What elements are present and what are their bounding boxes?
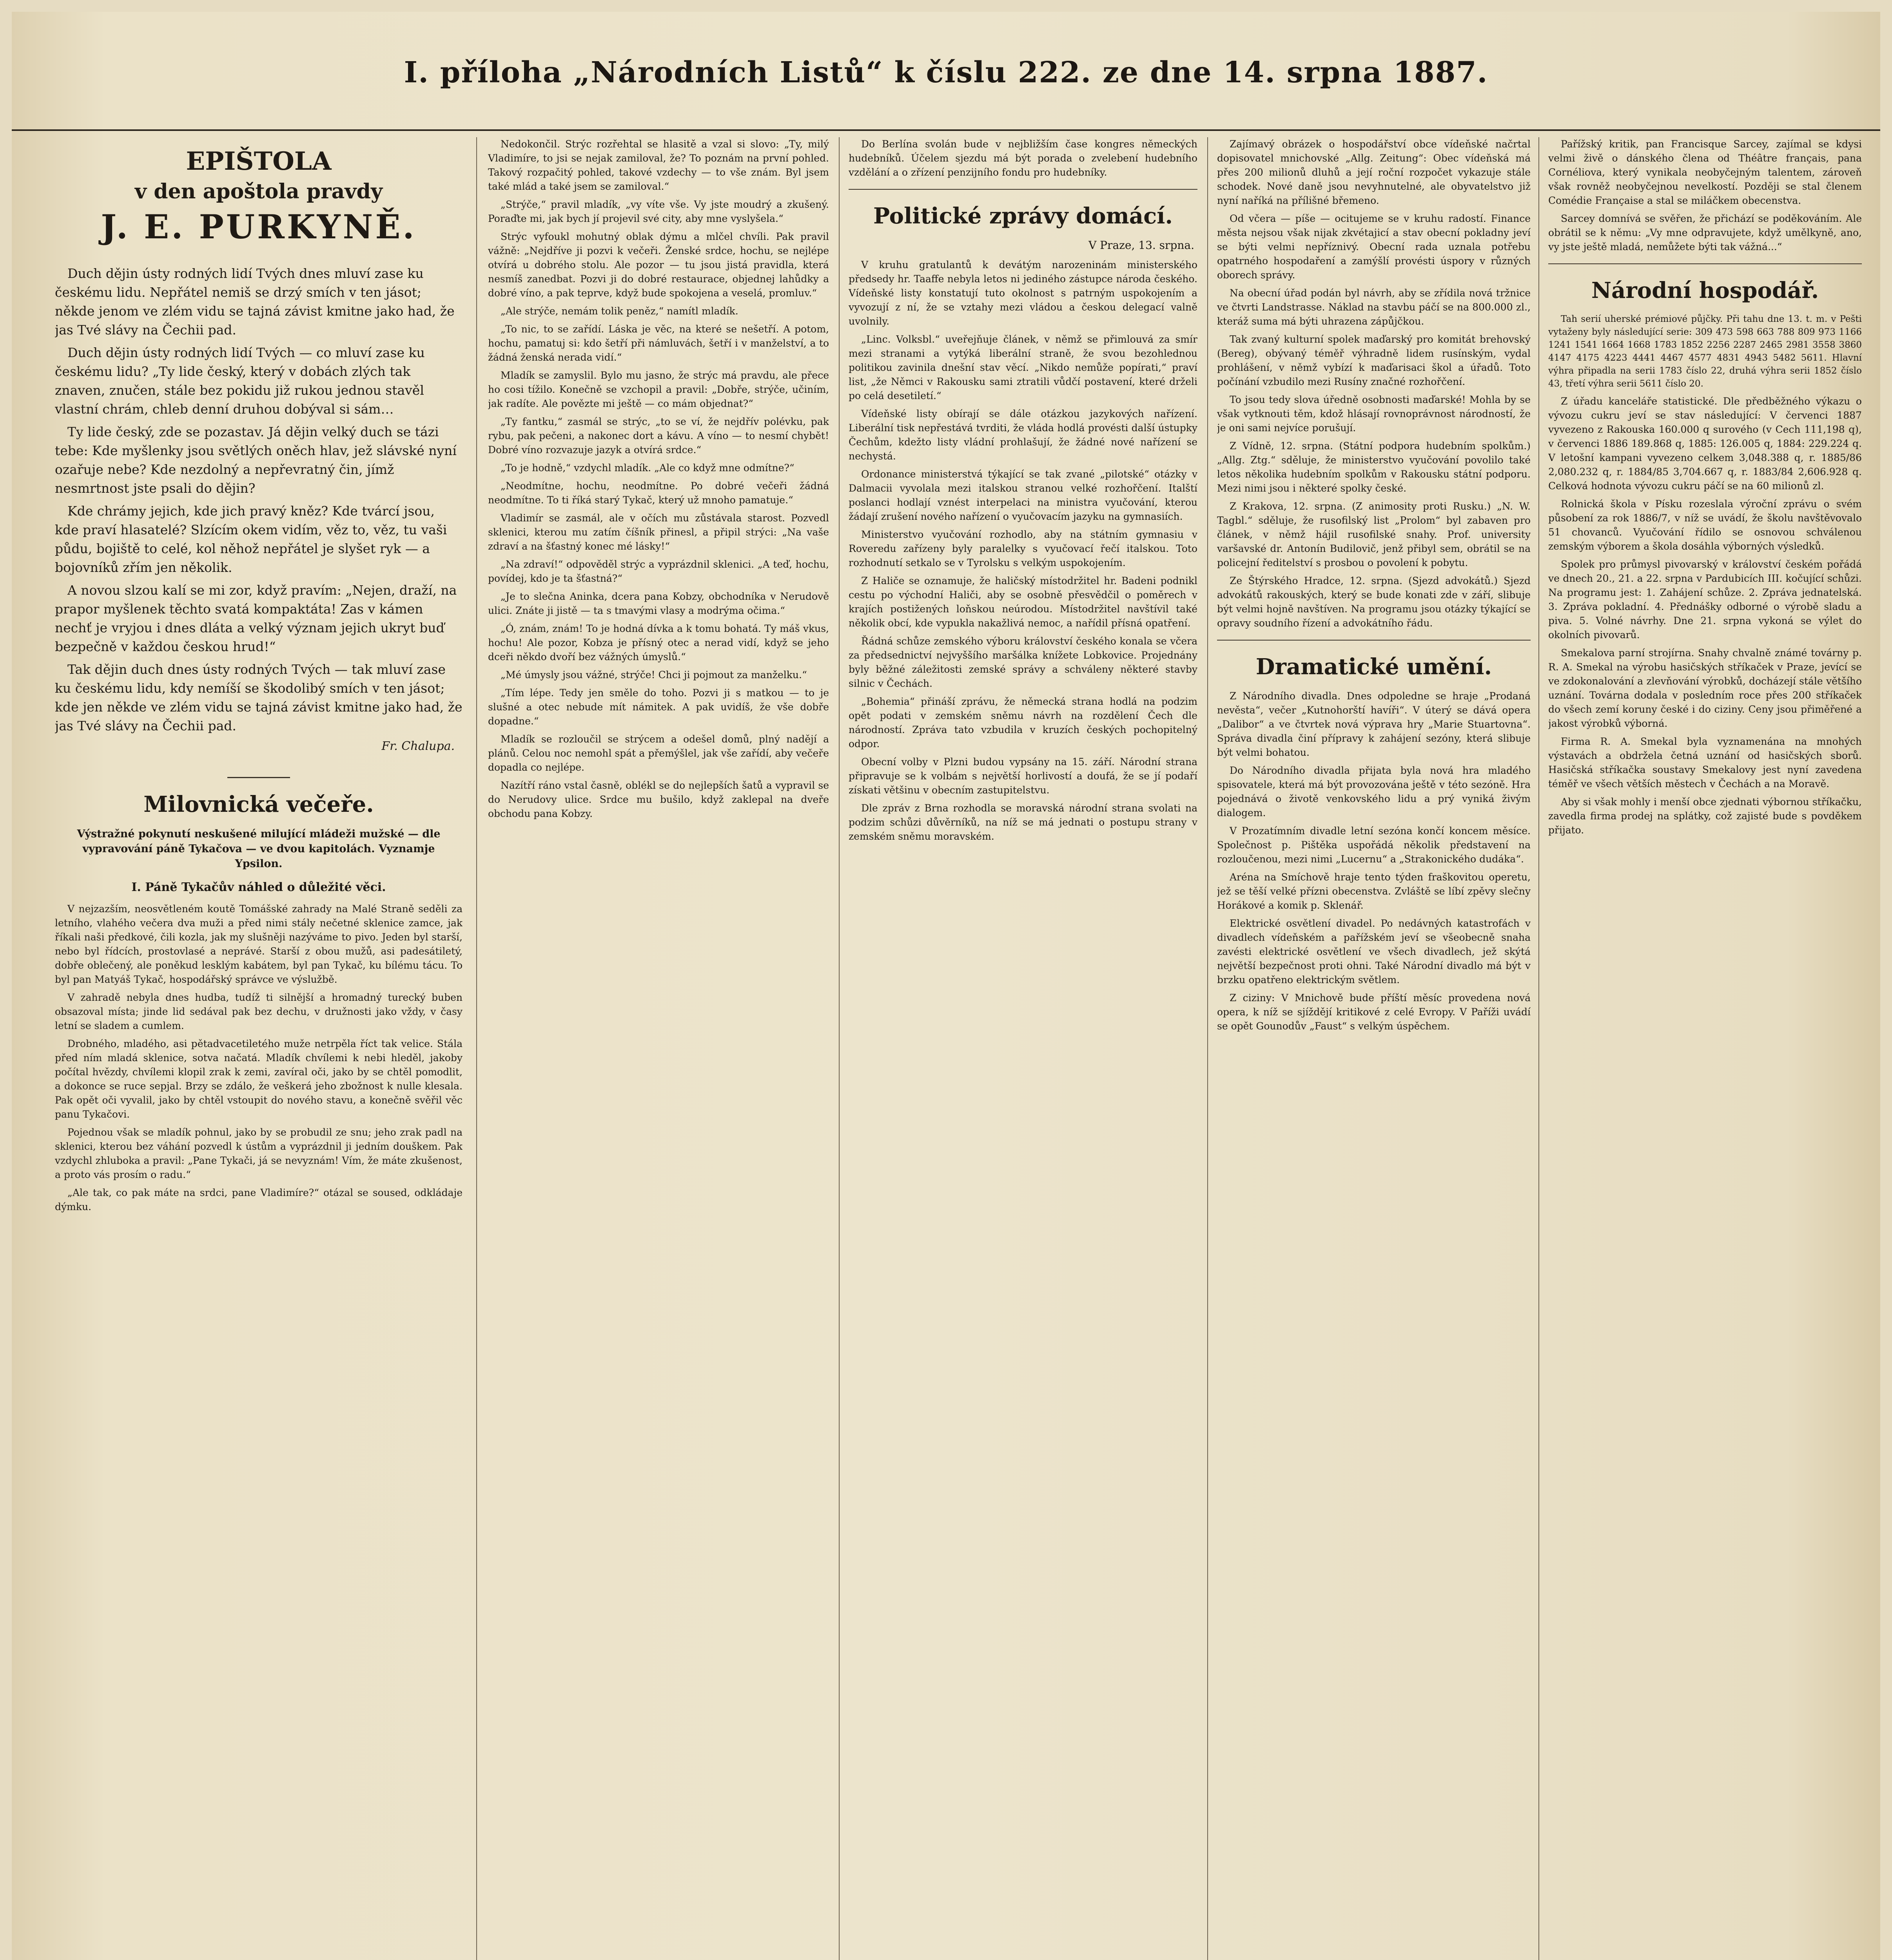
supplement-title: I. příloha „Národních Listů“ k číslu 222. ze dne 14. srpna 1887. — [404, 56, 1488, 89]
economy-title: Národní hospodář. — [1591, 278, 1819, 303]
politics-paragraph: Obecní volby v Plzni budou vypsány na 15. září. Národní strana připravuje se k volbám s největší horlivostí a doufá, že se jí podaří získati většinu v obecním zastupitelstvu. — [849, 756, 1197, 796]
politics-paragraph: V kruhu gratulantů k devátým narozeninám ministerského předsedy hr. Taaffe nebyla letos ni jediného zástupce národa českého. Vídeňské listy konstatují tuto okolnost s patrným uspokojením a vyvozují z ní, že se vztahy mezi vládou a českou delegací valně uvolnily. — [849, 259, 1197, 327]
epistola-name: J. E. PURKYNĚ. — [101, 207, 417, 246]
news-paragraph: Do Berlína svolán bude v nejbližším čase kongres německých hudebníků. Účelem sjezdu má být porada o zvelebení hudebního vzdělání a o zřízení penzijního fondu pro hudebníky. — [849, 138, 1197, 178]
feuilleton-paragraph: Strýc vyfoukl mohutný oblak dýmu a mlčel chvíli. Pak pravil vážně: „Nejdříve ji pozvi k večeři. Ženské srdce, hochu, se nejlépe otvírá u dobrého stolu. Ale pozor — tu jsou jistá pravidla, která nesmíš zanedbat. Pozvi ji do dobré restaurace, objednej lahůdky a dobré víno, a pak teprve, když bude spokojena a veselá, promluv.“ — [488, 231, 829, 299]
theatre-paragraph: Z Národního divadla. Dnes odpoledne se hraje „Prodaná nevěsta“, večer „Kutnohorští havíři“. V úterý se dává opera „Dalibor“ a ve čtvrtek nová výprava hry „Marie Stuartovna“. Správa divadla činí přípravy k zahájení sezóny, která slibuje být velmi bohatou. — [1217, 690, 1531, 758]
economy-paragraph: Spolek pro průmysl pivovarský v království českém pořádá ve dnech 20., 21. a 22. srpna v Pardubicích III. kočující schůzi. Na programu jest: 1. Zahájení schůze. 2. Zpráva jednatelská. 3. Zpráva pokladní. 4. Přednášky odborné o výrobě sladu a piva. 5. Volné návrhy. Dne 21. srpna vykoná se výlet do okolních pivovarů. — [1548, 559, 1862, 641]
politics-paragraph: Ministerstvo vyučování rozhodlo, aby na státním gymnasiu v Roveredu zařízeny byly paralelky s vyučovací řečí italskou. Toto rozhodnutí setkalo se v Tyrolsku s velkým uspokojením. — [849, 529, 1197, 568]
column-rule — [1207, 137, 1208, 1960]
newspaper-page — [12, 12, 1880, 1960]
theatre-paragraph: Elektrické osvětlení divadel. Po nedávných katastrofách v divadlech vídeňském a pařížském jeví se všeobecně snaha zavésti elektrické osvětlení ve všech divadlech, jež skýtá největší bezpečnost proti ohni. Také Národní divadlo má být v brzku opatřeno elektrickým světlem. — [1217, 918, 1531, 985]
feuilleton-paragraph: Nedokončil. Strýc rozřehtal se hlasitě a vzal si slovo: „Ty, milý Vladimíre, to jsi se nejak zamiloval, že? To poznám na první pohled. Takový rozpačitý pohled, takové vzdechy — to vše znám. Byl jsem také mlád a také jsem se zamiloval.“ — [488, 138, 829, 192]
economy-paragraph: Smekalova parní strojírna. Snahy chvalně známé továrny p. R. A. Smekal na výrobu hasičských stříkaček v Praze, jevící se ve zdokonalování a zlevňování výrobků, docházejí stále většího uznání. Továrna dodala v posledním roce přes 200 stříkaček do všech zemí koruny české i do ciziny. Ceny jsou přiměřené a jakost výrobků výborná. — [1548, 647, 1862, 729]
news-paragraph: Ze Štýrského Hradce, 12. srpna. (Sjezd advokátů.) Sjezd advokátů rakouských, který se bude konati zde v září, slibuje být velmi hojně navštíven. Na programu jsou otázky týkající se opravy soudního řízení a advokátního řádu. — [1217, 575, 1531, 629]
divider — [849, 189, 1197, 190]
feuilleton-paragraph: Pojednou však se mladík pohnul, jako by se probudil ze snu; jeho zrak padl na sklenici, kterou bez váhání pozvedl k ústům a vyprázdnil ji jedním douškem. Pak vzdychl zhluboka a pravil: „Pane Tykači, já se nevyznám! Vím, že máte zkušenost, a proto vás prosím o radu.“ — [55, 1127, 463, 1180]
feuilleton-paragraph: „Tím lépe. Tedy jen směle do toho. Pozvi ji s matkou — to je slušné a otec nebude mít námitek. A pak uvidíš, že vše dobře dopadne.“ — [488, 687, 829, 727]
divider — [1217, 640, 1531, 641]
feuilleton-paragraph: „To nic, to se zařídí. Láska je věc, na které se nešetří. A potom, hochu, pamatuj si: kdo šetří při námluvách, šetří i v manželství, a to žádná ženská nerada vidí.“ — [488, 323, 829, 363]
feuilleton-note: Výstražné pokynutí neskušené milující mládeži mužské — dle vypravování páně Tykačova — ve dvou kapitolách. Vyznamje Ypsilon. — [77, 828, 441, 870]
news-paragraph: Pařížský kritik, pan Francisque Sarcey, zajímal se kdysi velmi živě o dánského člena od Théâtre français, pana Cornéliova, který vynikala neobyčejným talentem, zároveň však rovněž neobyčejnou nevelkostí. Později se stal členem Comédie Française a stal se miláčkem obecenstva. — [1548, 138, 1862, 206]
feuilleton-paragraph: „Ale tak, co pak máte na srdci, pane Vladimíre?“ otázal se soused, odkládaje dýmku. — [55, 1187, 463, 1212]
feuilleton-paragraph: V zahradě nebyla dnes hudba, tudíž ti silnější a hromadný turecký buben obsazoval místa; jinde lid sedával pak bez dechu, v družnosti jako vždy, v časy letní se sladem a cumlem. — [55, 992, 463, 1031]
feuilleton-paragraph: V nejzazším, neosvětleném koutě Tomášské zahrady na Malé Straně seděli za letního, vlahého večera dva muži a před nimi stály nečetné sklenice zamce, jak říkali naši předkové, čili kozla, jak my slušněji nazýváme to pivo. Jeden byl starší, nebo byl řídcích, prostovlasé a neprávé. Starší z obou mužů, asi padesátiletý, dobře oblečený, ale poněkud lesklým kabátem, byl pan Tykač, ku bílému tácu. To byl pan Matyáš Tykač, hospodářský správce ve výslužbě. — [55, 903, 463, 985]
politics-title: Politické zprávy domácí. — [873, 203, 1173, 229]
politics-paragraph: Dle zpráv z Brna rozhodla se moravská národní strana svolati na podzim schůzi důvěrníků, na níž se má jednati o postupu strany v zemském sněmu moravském. — [849, 802, 1197, 842]
divider — [227, 777, 290, 778]
poem-stanza: Kde chrámy jejich, kde jich pravý kněz? Kde tvárcí jsou, kde praví hlasatelé? Slzícím okem vidím, věz to, věz, tu vaši půdu, bojiště to celé, kol něhož nepřátel je slyšet ryk — a bojovníků zřím jen několik. — [55, 503, 447, 575]
poem-stanza: Duch dějin ústy rodných lidí Tvých dnes mluví zase ku českému lidu. Nepřátel nemiš se drzý smích v ten jásot; někde jenom ve zlém vidu se tajná závist kmitne jako had, že jas Tvé slávy na Čechii pad. — [55, 266, 455, 338]
feuilleton-paragraph: Drobného, mladého, asi pětadvacetiletého muže netrpěla říct tak velice. Stála před ním mladá sklenice, sotva načatá. Mladík chvílemi k nebi hleděl, jakoby počítal hvězdy, chvílemi klopil zrak k zemi, zavíral oči, jako by se chtěl pomodlit, a dokonce se ruce sepjal. Brzy se zdálo, že veškerá jeho zbožnost k nulle klesala. Pak opět oči vyvalil, jako by chtěl vstoupit do nového stavu, a konečně svěřil věc panu Tykačovi. — [55, 1038, 463, 1120]
economy-paragraph: Firma R. A. Smekal byla vyznamenána na mnohých výstavách a obdržela četná uznání od hasičských sborů. Hasičská stříkačka soustavy Smekalovy jest nyní zavedena téměř ve všech větších městech v Čechách a na Moravě. — [1548, 736, 1862, 789]
theatre-paragraph: V Prozatímním divadle letní sezóna končí koncem měsíce. Společnost p. Pištěka uspořádá několik představení na rozloučenou, mezi nimi „Lucernu“ a „Strakonického dudáka“. — [1217, 825, 1531, 865]
feuilleton-paragraph: Vladimír se zasmál, ale v očích mu zůstávala starost. Pozvedl sklenici, kterou mu zatím číšník přinesl, a připil strýci: „Na vaše zdraví a na šťastný konec mé lásky!“ — [488, 512, 829, 552]
news-paragraph: Z Krakova, 12. srpna. (Z animosity proti Rusku.) „N. W. Tagbl.“ sděluje, že rusofilský list „Prolom“ byl zabaven pro článek, v němž hájil rusofilské snahy. Prof. university varšavské dr. Antonín Budilovič, jenž přibyl sem, obrátil se na policejní ředitelství s prosbou o povolení k pobytu. — [1217, 501, 1531, 568]
news-paragraph: To jsou tedy slova úředně osobnosti maďarské! Mohla by se však vytknouti těm, kdož hlásají rovnoprávnost národností, že je oni sami nejvíce porušují. — [1217, 394, 1531, 434]
economy-paragraph: Aby si však mohly i menší obce zjednati výbornou stříkačku, zavedla firma prodej na splátky, což zajisté bude s povděkem přijato. — [1548, 796, 1862, 836]
feuilleton-title: Milovnická večeře. — [143, 791, 374, 817]
feuilleton-paragraph: „Mé úmysly jsou vážné, strýče! Chci ji pojmout za manželku.“ — [501, 669, 807, 681]
economy-paragraph: Rolnická škola v Písku rozeslala výroční zprávu o svém působení za rok 1886/7, v níž se uvádí, že školu navštěvovalo 51 chovanců. Vyučování řídilo se osnovou schválenou zemským výborem a škola dosáhla výborných výsledků. — [1548, 498, 1862, 552]
politics-paragraph: „Bohemia“ přináší zprávu, že německá strana hodlá na podzim opět podati v zemském sněmu návrh na rozdělení Čech dle národností. Zpráva tato vzbudila v kruzích českých pochopitelný odpor. — [849, 696, 1197, 750]
theatre-title: Dramatické umění. — [1255, 654, 1492, 680]
theatre-paragraph: Aréna na Smíchově hraje tento týden fraškovitou operetu, jež se těší velké přízni obecenstva. Zvláště se líbí zpěvy slečny Horákové a komik p. Sklenář. — [1217, 871, 1531, 911]
chapter-title: I. Páně Tykačův náhled o důležité věci. — [131, 880, 386, 894]
column-4 — [1217, 137, 1531, 1960]
epistola-subtitle: v den apoštola pravdy — [134, 180, 383, 203]
feuilleton-paragraph: „Je to slečna Aninka, dcera pana Kobzy, obchodníka v Nerudově ulici. Znáte ji jistě — ta s tmavými vlasy a modrýma očima.“ — [488, 591, 829, 616]
feuilleton-paragraph: Nazítří ráno vstal časně, oblékl se do nejlepších šatů a vypravil se do Nerudovy ulice. Srdce mu bušilo, když zaklepal na dveře obchodu pana Kobzy. — [488, 780, 829, 819]
politics-dateline: V Praze, 13. srpna. — [1088, 239, 1194, 252]
feuilleton-paragraph: „Neodmítne, hochu, neodmítne. Po dobré večeři žádná neodmítne. To ti říká starý Tykač, který už mnoho pamatuje.“ — [488, 480, 829, 506]
news-paragraph: Na obecní úřad podán byl návrh, aby se zřídila nová tržnice ve čtvrti Landstrasse. Náklad na stavbu páčí se na 800.000 zl., kteráž suma má býti uhrazena zápůjčkou. — [1217, 287, 1531, 327]
feuilleton-paragraph: Mladík se rozloučil se strýcem a odešel domů, plný nadějí a plánů. Celou noc nemohl spát a přemýšlel, jak vše zařídí, aby večeře dopadla co nejlépe. — [488, 733, 829, 773]
theatre-paragraph: Z ciziny: V Mnichově bude příští měsíc provedena nová opera, k níž se sjíždějí kritikové z celé Evropy. V Paříži uvádí se opět Gounodův „Faust“ s velkým úspěchem. — [1217, 992, 1531, 1032]
poem-stanza: Tak dějin duch dnes ústy rodných Tvých — tak mluví zase ku českému lidu, kdy nemíší se škodolibý smích v ten jásot; kde jen někde ve zlém vidu se tajná závist kmitne jako had, že jas Tvé slávy na Čechii pad. — [55, 662, 463, 733]
column-3 — [849, 137, 1197, 1960]
column-1 — [55, 137, 463, 1960]
news-paragraph: Zajímavý obrázek o hospodářství obce vídeňské načrtal dopisovatel mnichovské „Allg. Zeitung“: Obec vídeňská má přes 200 milionů dluhů a její roční rozpočet vykazuje stále schodek. Nové daně jsou nevyhnutelné, ale obyvatelstvo již nyní naříká na přílišné břemeno. — [1217, 138, 1531, 206]
feuilleton-paragraph: „Strýče,“ pravil mladík, „vy víte vše. Vy jste moudrý a zkušený. Poraďte mi, jak bych jí projevil své city, aby mne vyslyšela.“ — [488, 199, 829, 224]
politics-paragraph: Řádná schůze zemského výboru království českého konala se včera za předsednictví nejvyššího maršálka knížete Lobkovice. Projednány byly běžné záležitosti zemské správy a schváleny některé stavby silnic v Čechách. — [849, 635, 1197, 689]
feuilleton-paragraph: „Ty fantku,“ zasmál se strýc, „to se ví, že nejdřív polévku, pak rybu, pak pečeni, a nakonec dort a kávu. A víno — to nesmí chybět! Dobré víno rozvazuje jazyk a otvírá srdce.“ — [488, 416, 829, 456]
news-paragraph: Sarcey domnívá se svěřen, že přichází se poděkováním. Ale obrátil se k němu: „Vy mne odpravujete, když umělkyně, ano, vy jste ještě mladá, nemůžete býti tak vážná...“ — [1548, 213, 1862, 252]
poem-stanza: Ty lide český, zde se pozastav. Já dějin velký duch se tázi tebe: Kde myšlenky jsou světlých oněch hlav, jež slávské nyní ozařuje nebe? Kde nezdolný a nepřevratný čin, jímž nesmrtnost jste psali do dějin? — [55, 424, 457, 496]
feuilleton-paragraph: „Ale strýče, nemám tolik peněz,“ namítl mladík. — [501, 305, 738, 317]
lottery-paragraph: Tah serií uherské prémiové půjčky. Při tahu dne 13. t. m. v Pešti vytaženy byly následující serie: 309 473 598 663 788 809 973 1166 1241 1541 1664 1668 1783 1852 2256 2287 2465 2981 3558 3860 4147 4175 4223 4441 4467 4577 4831 4943 5482 5611. Hlavní výhra připadla na serii 1783 číslo 22, druhá výhra serii 1852 číslo 43, třetí výhra serii 5611 číslo 20. — [1548, 314, 1862, 389]
divider — [1548, 263, 1862, 264]
theatre-paragraph: Do Národního divadla přijata byla nová hra mladého spisovatele, která má být provozována ještě v této sezóně. Hra pojednává o životě venkovského lidu a prý vyniká živým dialogem. — [1217, 765, 1531, 818]
news-paragraph: Od včera — píše — ocitujeme se v kruhu radostí. Finance města nejsou však nijak zkvétajicí a stav obecní pokladny jeví se býti velmi nepříznivý. Obecní rada uznala potřebu opatrného hospodaření a zamýšlí provésti úspory v různých oborech správy. — [1217, 213, 1531, 281]
politics-paragraph: Z Haliče se oznamuje, že haličský místodržitel hr. Badeni podnikl cestu po východní Haliči, aby se osobně přesvědčil o poměrech v krajích postižených loňskou neúrodou. Místodržitel navštívil také několik obcí, kde vypukla nakažlivá nemoc, a nařídil přísná opatření. — [849, 575, 1197, 629]
feuilleton-paragraph: „Na zdraví!“ odpověděl strýc a vyprázdnil sklenici. „A teď, hochu, povídej, kdo je ta šťastná?“ — [488, 559, 829, 584]
column-5 — [1548, 137, 1862, 1960]
column-rule — [839, 137, 840, 1960]
politics-paragraph: Ordonance ministerstvá týkající se tak zvané „pilotské“ otázky v Dalmacii vyvolala mezi italskou stranou velké rozhořčení. Italští poslanci hodlají vznést interpelaci na ministra vyučování, kterou žádají zrušení nového nařízení o vyučovacím jazyku na gymnasiích. — [849, 468, 1197, 522]
poem-stanza: A novou slzou kalí se mi zor, když pravím: „Nejen, draží, na prapor myšlenek těchto svatá kompaktáta! Zas v kámen nechť je vryjou i dnes dlátа a velký význam jejich ukryt buď bezpečně v každou českou hrud!“ — [55, 583, 457, 654]
news-paragraph: Tak zvaný kulturní spolek maďarský pro komitát brehovský (Bereg), obývaný téměř výhradně lidem rusínským, vydal prohlášení, v němž vybízí k maďarisaci škol a úřadů. Toto počínání vzbudilo mezi Rusíny značné rozhořčení. — [1217, 334, 1531, 387]
feuilleton-paragraph: „To je hodně,“ vzdychl mladík. „Ale co když mne odmítne?“ — [501, 462, 795, 474]
politics-paragraph: Vídeňské listy obírají se dále otázkou jazykových nařízení. Liberální tisk nepřestává tvrditi, že vláda hodlá provésti další ústupky Čechům, kdežto listy vládní prohlašují, že žádné nové nařízení se nechystá. — [849, 408, 1197, 462]
poem-stanza: Duch dějin ústy rodných lidí Tvých — co mluví zase ku českému lidu? „Ty lide český, který v dobách zlých tak znaven, znučen, stále bez pokidu již rukou jednou stavěl vlastní chrám, chleb denní druhou dobýval si sám… — [55, 345, 425, 417]
column-rule — [476, 137, 477, 1960]
politics-paragraph: „Linc. Volksbl.“ uveřejňuje článek, v němž se přimlouvá za smír mezi stranami a vytýká liberální straně, že svou bezohlednou politikou zavinila dnešní stav věcí. „Nikdo nemůže popírati,“ praví list, „že Němci v Rakousku sami ztratili vůdčí postavení, které drželi po celá desetiletí.“ — [849, 334, 1197, 401]
epistola-title: EPIŠTOLA — [186, 147, 332, 176]
masthead-rule — [12, 129, 1880, 131]
column-2 — [488, 137, 829, 1960]
column-rule — [1538, 137, 1539, 1960]
feuilleton-paragraph: Mladík se zamyslil. Bylo mu jasno, že strýc má pravdu, ale přece ho cosi tížilo. Konečně se vzchopil a pravil: „Dobře, strýče, učiním, jak radíte. Ale povězte mi ještě — co mám objednat?“ — [488, 370, 829, 409]
economy-paragraph: Z úřadu kanceláře statistické. Dle předběžného výkazu o vývozu cukru jeví se stav následující: V červenci 1887 vyvezeno z Rakouska 160.000 q surového (v Cech 111,198 q), v červenci 1886 189.868 q, 1885: 126.005 q, 1884: 229.224 q. V letošní kampani vyvezeno celkem 3,048.388 q, r. 1885/86 2,080.232 q, r. 1884/85 3,704.667 q, r. 1883/84 2,606.928 q. Celková hodnota vývozu cukru páčí se na 60 milionů zl. — [1548, 396, 1862, 492]
poem-signature: Fr. Chalupa. — [381, 739, 455, 753]
feuilleton-paragraph: „Ó, znám, znám! To je hodná dívka a k tomu bohatá. Ty máš vkus, hochu! Ale pozor, Kobza je přísný otec a nerad vidí, když se jeho dceři někdo dvoří bez vážných úmyslů.“ — [488, 623, 829, 662]
news-paragraph: Z Vídně, 12. srpna. (Státní podpora hudebním spolkům.) „Allg. Ztg.“ sděluje, že ministerstvo vyučování povolilo také letos několika hudebním spolkům v Rakousku státní podporu. Mezi nimi jsou i některé spolky české. — [1217, 440, 1531, 494]
masthead — [12, 12, 1880, 133]
